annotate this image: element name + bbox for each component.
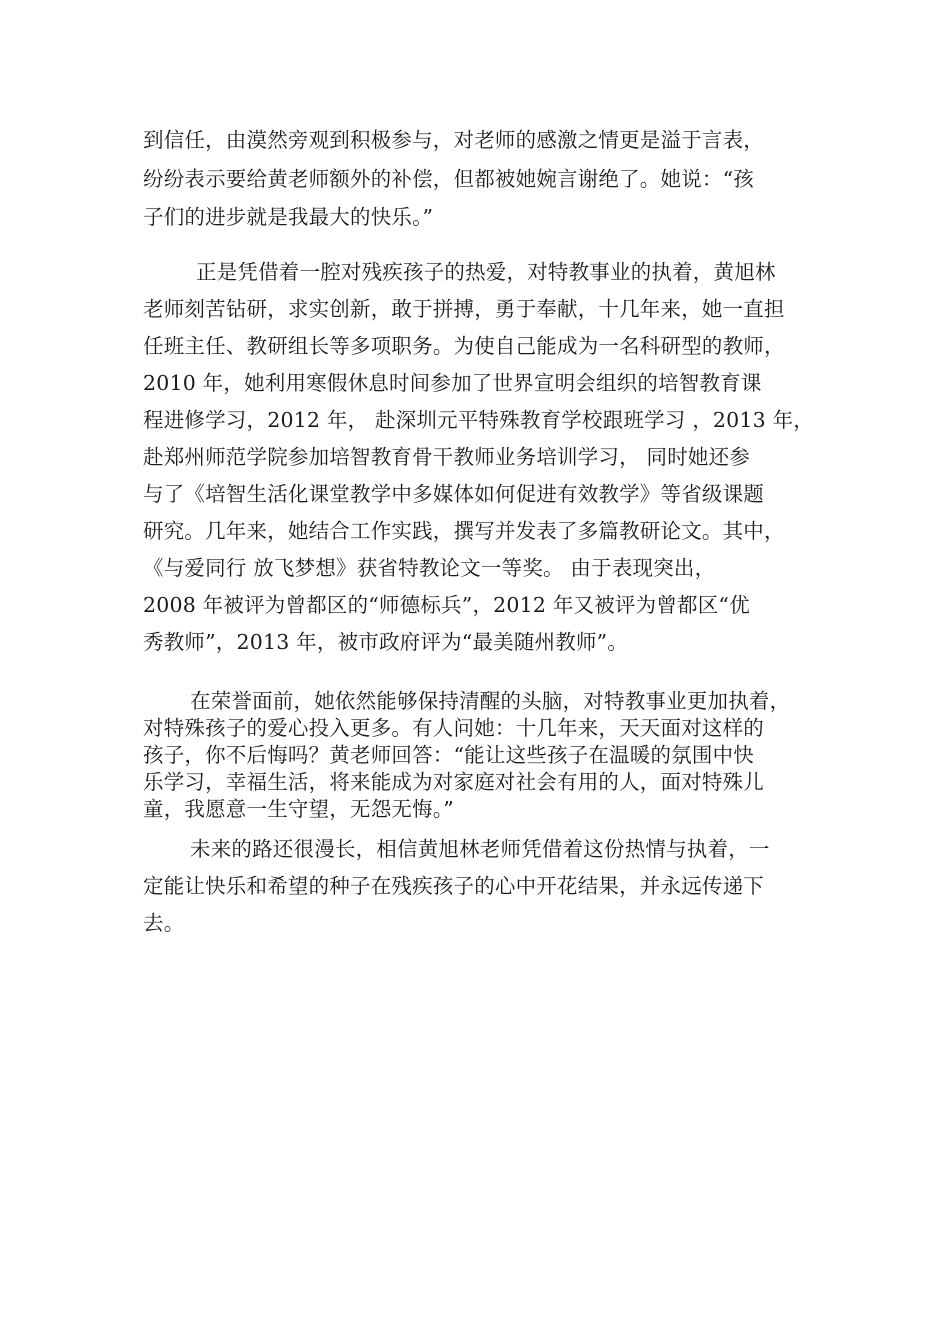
text-line: 童，我愿意一生守望，无怨无悔。” <box>143 797 454 821</box>
text-line: 未来的路还很漫长，相信黄旭林老师凭借着这份热情与执着，一 <box>190 837 770 861</box>
text-line: 老师刻苦钻研，求实创新，敢于拼搏，勇于奉献，十几年来，她一直担 <box>143 297 785 321</box>
text-line: 《与爱同行 放飞梦想》获省特教论文一等奖。 由于表现突出， <box>143 556 716 580</box>
text-line: 与了《培智生活化课堂教学中多媒体如何促进有效教学》等省级课题 <box>143 482 764 506</box>
text-line: 到信任，由漠然旁观到积极参与，对老师的感激之情更是溢于言表， <box>143 128 764 152</box>
text-line: 对特殊孩子的爱心投入更多。有人问她：十几年来，天天面对这样的 <box>143 716 764 740</box>
text-line: 研究。几年来，她结合工作实践，撰写并发表了多篇教研论文。其中， <box>143 519 785 543</box>
text-line: 去。 <box>143 911 185 935</box>
text-line: 正是凭借着一腔对残疾孩子的热爱，对特教事业的执着，黄旭林 <box>196 260 776 284</box>
text-line: 子们的进步就是我最大的快乐。” <box>143 205 434 229</box>
text-line: 2010 年，她利用寒假休息时间参加了世界宣明会组织的培智教育课 <box>143 371 762 395</box>
text-line: 孩子，你不后悔吗？黄老师回答：“能让这些孩子在温暖的氛围中快 <box>143 743 754 767</box>
text-line: 定能让快乐和希望的种子在残疾孩子的心中开花结果，并永远传递下 <box>143 874 764 898</box>
text-line: 赴郑州师范学院参加培智教育骨干教师业务培训学习， 同时她还参 <box>143 445 751 469</box>
text-line: 程进修学习，2012 年， 赴深圳元平特殊教育学校跟班学习 ，2013 年， <box>143 408 815 432</box>
text-line: 乐学习，幸福生活，将来能成为对家庭对社会有用的人，面对特殊儿 <box>143 770 764 794</box>
text-line: 秀教师”，2013 年，被市政府评为“最美随州教师”。 <box>143 630 629 654</box>
text-line: 2008 年被评为曾都区的“师德标兵”，2012 年又被评为曾都区“优 <box>143 593 750 617</box>
text-line: 任班主任、教研组长等多项职务。为使自己能成为一名科研型的教师， <box>143 334 785 358</box>
text-line: 纷纷表示要给黄老师额外的补偿，但都被她婉言谢绝了。她说：“孩 <box>143 167 754 191</box>
text-line: 在荣誉面前，她依然能够保持清醒的头脑，对特教事业更加执着， <box>190 689 791 713</box>
